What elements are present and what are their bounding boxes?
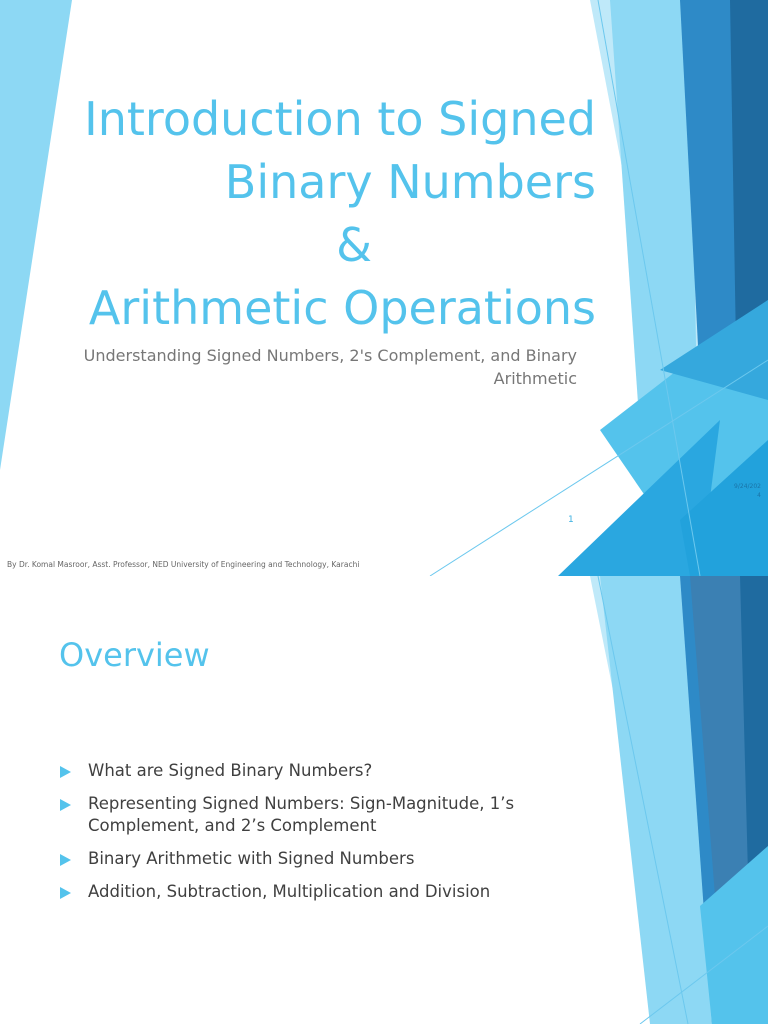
slide-subtitle	[40, 344, 577, 390]
bullet-list	[60, 760, 530, 914]
title-line: Binary Numbers	[224, 155, 596, 209]
page-number: 1	[568, 515, 574, 525]
overview-slide	[0, 576, 768, 1024]
triangle-bullet-icon	[60, 766, 71, 778]
date-tag-line: 9/24/202	[734, 483, 761, 490]
bullet-item	[60, 760, 530, 782]
bullet-text: Complement, and 2’s Complement	[88, 816, 377, 835]
bullet-text: Binary Arithmetic with Signed Numbers	[88, 849, 415, 868]
bullet-item	[60, 793, 530, 837]
date-tag-line: 4	[757, 492, 761, 499]
bullet-text: Addition, Subtraction, Multiplication and Division	[88, 882, 491, 901]
slide-title	[40, 88, 596, 340]
slide-title: Overview	[59, 636, 210, 674]
date-tag	[719, 482, 761, 500]
triangle-bullet-icon	[60, 854, 71, 866]
bullet-text: What are Signed Binary Numbers?	[88, 761, 373, 780]
footer-author: By Dr. Komal Masroor, Asst. Professor, NED University of Engineering and Technology, Karachi	[7, 560, 360, 569]
triangle-bullet-icon	[60, 887, 71, 899]
subtitle-line: Understanding Signed Numbers, 2's Complement, and Binary	[83, 346, 577, 365]
bullet-text: Representing Signed Numbers: Sign-Magnitude, 1’s	[88, 794, 515, 813]
title-line: Arithmetic Operations	[88, 281, 596, 335]
title-line: Introduction to Signed	[84, 92, 596, 146]
title-line: &	[336, 218, 372, 272]
triangle-bullet-icon	[60, 799, 71, 811]
bullet-item	[60, 848, 530, 870]
subtitle-line: Arithmetic	[493, 369, 577, 388]
bullet-item	[60, 881, 530, 903]
